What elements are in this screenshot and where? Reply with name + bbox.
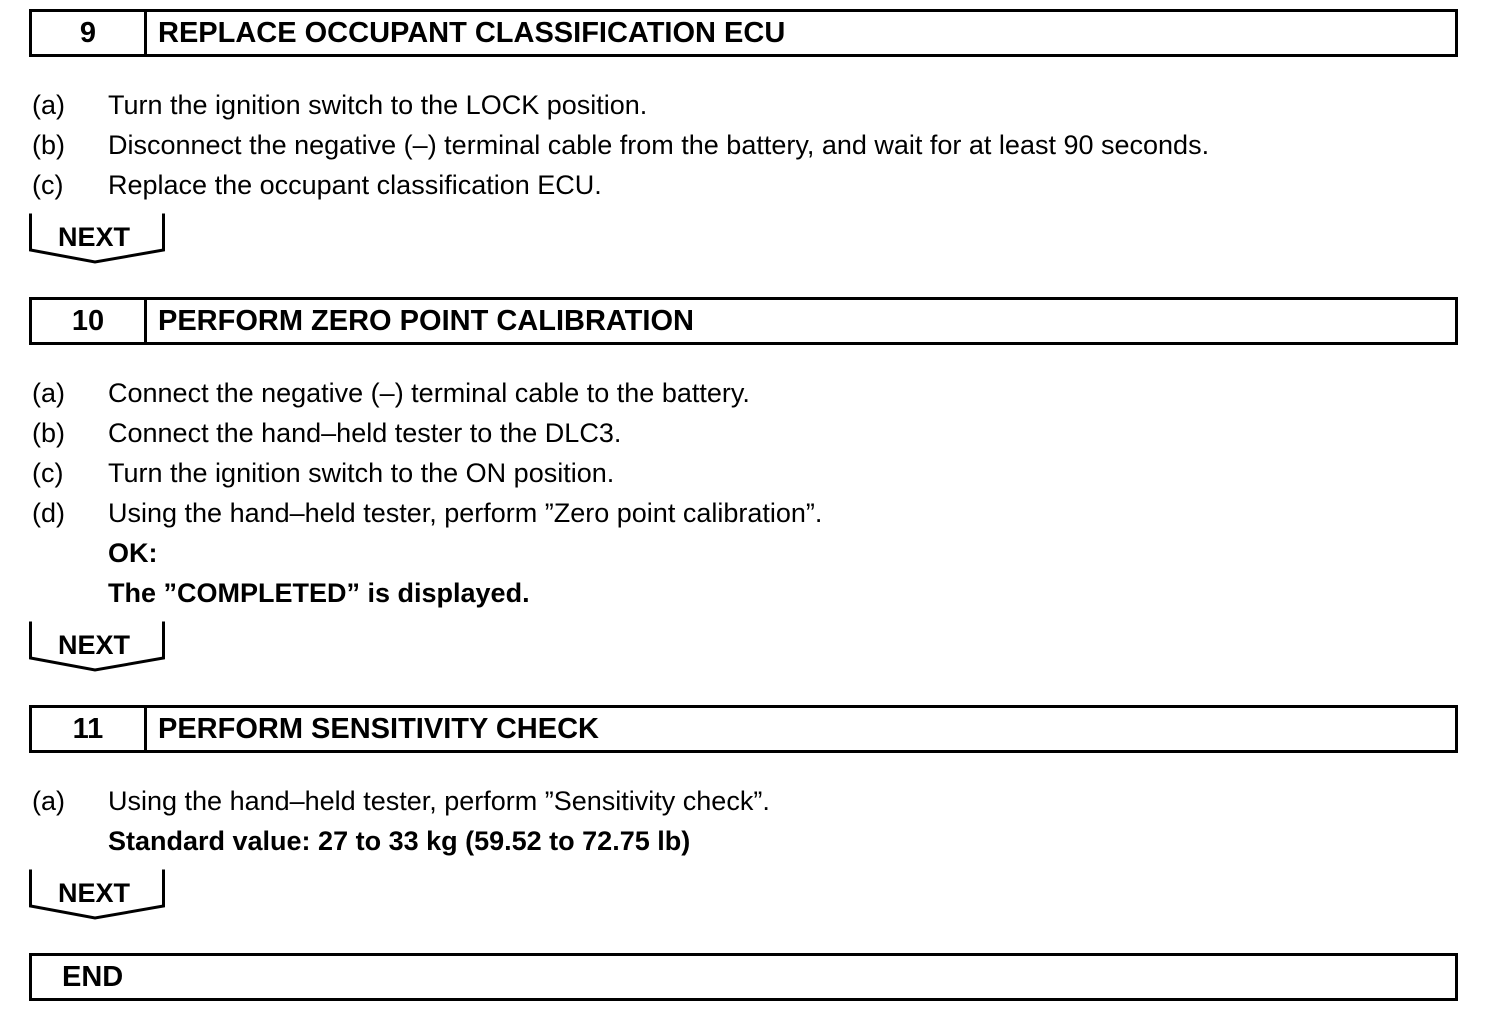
step-11-header (29, 705, 1458, 753)
item-mark: (b) (32, 418, 65, 448)
item-mark: (d) (32, 498, 65, 528)
next-label: NEXT (57, 878, 130, 908)
item-text: Disconnect the negative (–) terminal cable from the battery, and wait for at least 90 seconds. (108, 130, 1210, 160)
item-text: Connect the hand–held tester to the DLC3. (108, 418, 622, 448)
step-title: PERFORM SENSITIVITY CHECK (158, 712, 599, 745)
item-text: Turn the ignition switch to the ON position. (108, 458, 615, 488)
item-text: Using the hand–held tester, perform ”Sensitivity check”. (108, 786, 770, 816)
item-mark: (a) (32, 90, 65, 120)
item-text: Using the hand–held tester, perform ”Zero point calibration”. (108, 498, 823, 528)
standard-value: Standard value: 27 to 33 kg (59.52 to 72.75 lb) (108, 826, 691, 856)
item-text: Replace the occupant classification ECU. (108, 170, 602, 200)
step-title: PERFORM ZERO POINT CALIBRATION (158, 304, 694, 337)
item-mark: (a) (32, 378, 65, 408)
next-button[interactable] (29, 868, 165, 920)
end-label: END (62, 960, 124, 993)
next-label: NEXT (57, 630, 130, 660)
ok-label: OK: (108, 538, 158, 568)
next-label: NEXT (57, 222, 130, 252)
step-number: 9 (32, 12, 147, 54)
next-button[interactable] (29, 212, 165, 264)
item-mark: (c) (32, 458, 64, 488)
step-number: 10 (32, 300, 147, 342)
item-mark: (a) (32, 786, 65, 816)
item-text: Connect the negative (–) terminal cable to the battery. (108, 378, 750, 408)
ok-text: The ”COMPLETED” is displayed. (108, 578, 530, 608)
step-title: REPLACE OCCUPANT CLASSIFICATION ECU (158, 16, 786, 49)
item-mark: (c) (32, 170, 64, 200)
step-9-header (29, 9, 1458, 57)
item-text: Turn the ignition switch to the LOCK position. (108, 90, 648, 120)
step-10-header (29, 297, 1458, 345)
next-button[interactable] (29, 620, 165, 672)
end-box (29, 953, 1458, 1001)
item-mark: (b) (32, 130, 65, 160)
step-number: 11 (32, 708, 147, 750)
